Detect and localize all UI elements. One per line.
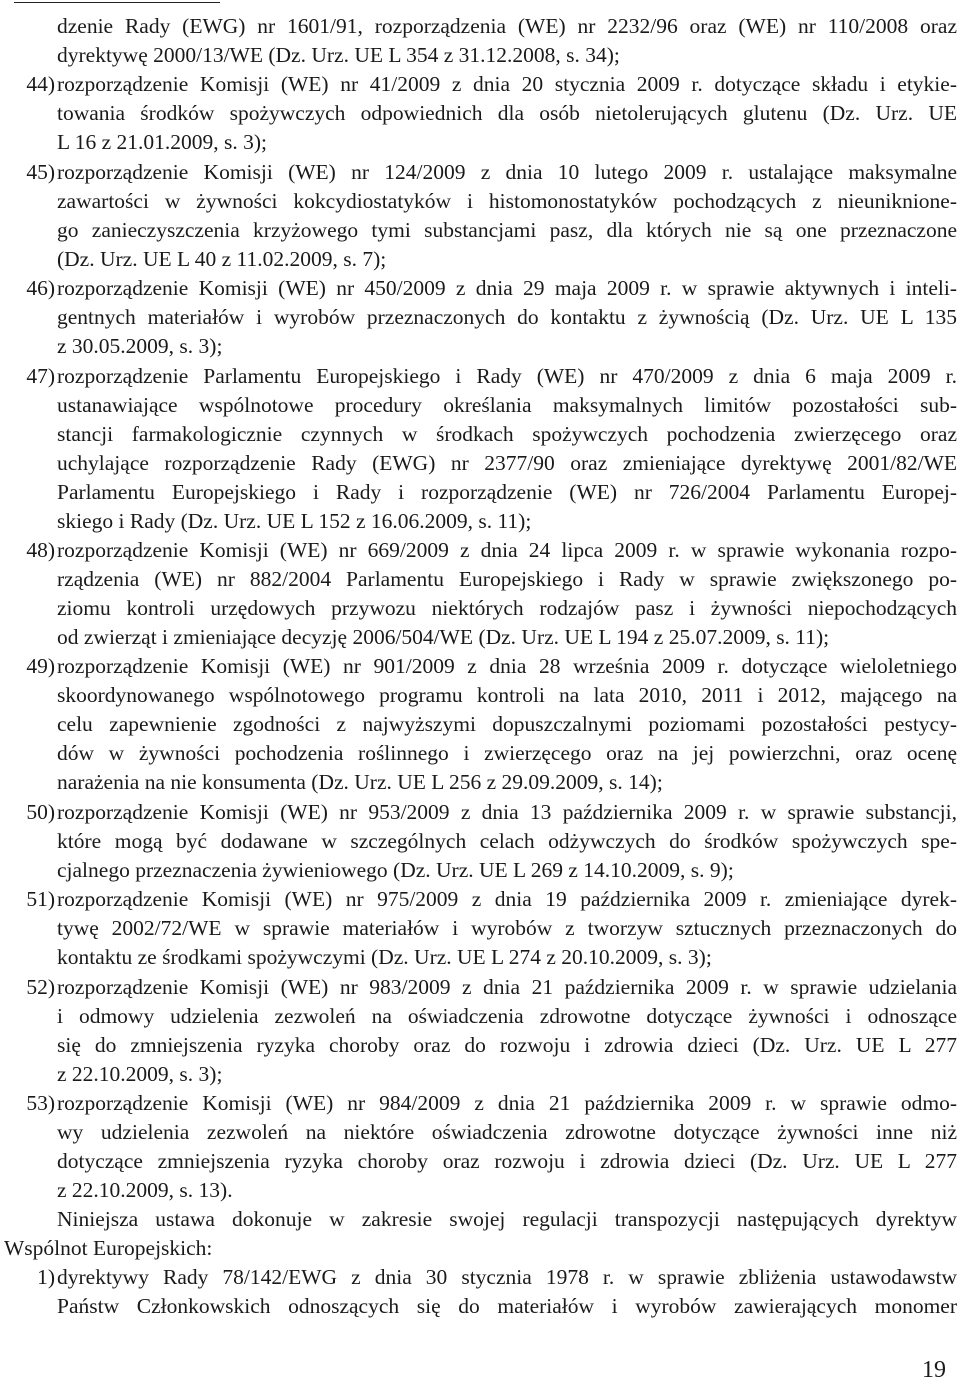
list-item-text-line: rozporządzenie Komisji (WE) nr 669/2009 z dnia 24 lipca 2009 r. w sprawie wykonania rozpo- — [57, 538, 957, 562]
page-number: 19 — [922, 1357, 946, 1383]
list-item-text-line: cjalnego przeznaczenia żywieniowego (Dz. Urz. UE L 269 z 14.10.2009, s. 9); — [57, 857, 734, 882]
list-item-text-line: z 22.10.2009, s. 3); — [57, 1061, 223, 1086]
list-item-number: 51) — [26, 887, 55, 912]
directive-item-text-line: dyrektywy Rady 78/142/EWG z dnia 30 stycznia 1978 r. w sprawie zbliżenia ustawodawstw — [57, 1265, 957, 1289]
list-item-text-line: kontaktu ze środkami spożywczymi (Dz. Urz. UE L 274 z 20.10.2009, s. 3); — [57, 945, 712, 970]
list-item-text-line: rozporządzenie Komisji (WE) nr 450/2009 z dnia 29 maja 2009 r. w sprawie aktywnych i inteli- — [57, 276, 957, 301]
list-item-number: 47) — [26, 363, 55, 388]
directive-item-text-line: Państw Członkowskich odnoszących się do materiałów i wyrobów zawierających monomer — [57, 1294, 957, 1318]
list-item-text-line: z 30.05.2009, s. 3); — [57, 334, 223, 359]
list-item-text-line: dotyczące zmniejszenia ryzyka choroby oraz rozwoju i zdrowia dzieci (Dz. Urz. UE L 277 — [57, 1149, 957, 1173]
list-item-text-line: gentnych materiałów i wyrobów przeznaczonych do kontaktu z żywnością (Dz. Urz. UE L 135 — [57, 305, 957, 330]
list-item-number: 44) — [26, 72, 55, 97]
list-item-text-line: go zanieczyszczenia krzyżowego tymi substancjami pasz, dla których nie są one przeznaczone — [57, 217, 957, 242]
list-item-text-line: dów w żywności pochodzenia roślinnego i zwierzęcego oraz na jej powierzchni, oraz ocenę — [57, 741, 957, 766]
list-item-number: 50) — [26, 799, 55, 824]
footnote-continuation-line: dzenie Rady (EWG) nr 1601/91, rozporządzenia (WE) nr 2232/96 oraz (WE) nr 110/2008 oraz — [57, 14, 957, 38]
list-item-text-line: rządzenia (WE) nr 882/2004 Parlamentu Europejskiego i Rady w sprawie zwiększonego po- — [57, 567, 957, 591]
list-item-text-line: towania środków spożywczych odpowiednich dla osób nietolerujących glutenu (Dz. Urz. UE — [57, 101, 957, 126]
footnote-separator-rule — [14, 2, 220, 3]
list-item-text-line: zawartości w żywności kokcydiostatyków i histomonostatyków pochodzących z nieuniknione- — [57, 188, 957, 213]
list-item-text-line: które mogą być dodawane w szczególnych celach odżywczych do środków spożywczych spe- — [57, 828, 957, 853]
paragraph-line: Niniejsza ustawa dokonuje w zakresie swojej regulacji transpozycji następujących dyrektyw — [57, 1207, 957, 1231]
list-item-number: 46) — [26, 276, 55, 301]
list-item-text-line: rozporządzenie Komisji (WE) nr 983/2009 z dnia 21 października 2009 r. w sprawie udzielania — [57, 974, 957, 999]
list-item-text-line: rozporządzenie Komisji (WE) nr 975/2009 z dnia 19 października 2009 r. zmieniające dyrek- — [57, 887, 957, 912]
list-item-text-line: Parlamentu Europejskiego i Rady i rozporządzenie (WE) nr 726/2004 Parlamentu Europej- — [57, 479, 957, 504]
list-item-number: 49) — [26, 654, 55, 679]
list-item-text-line: rozporządzenie Komisji (WE) nr 953/2009 z dnia 13 października 2009 r. w sprawie substancji, — [57, 799, 957, 824]
list-item-text-line: i odmowy udzielenia zezwoleń na oświadczenia zdrowotne dotyczące żywności i odnoszące — [57, 1003, 957, 1028]
list-item-text-line: stancji farmakologicznie czynnych w środkach spożywczych pochodzenia zwierzęcego oraz — [57, 421, 957, 446]
list-item-number: 48) — [26, 538, 55, 562]
list-item-text-line: narażenia na nie konsumenta (Dz. Urz. UE L 256 z 29.09.2009, s. 14); — [57, 770, 663, 795]
list-item-text-line: rozporządzenie Komisji (WE) nr 124/2009 z dnia 10 lutego 2009 r. ustalające maksymalne — [57, 159, 957, 184]
footnote-continuation-line: dyrektywę 2000/13/WE (Dz. Urz. UE L 354 z 31.12.2008, s. 34); — [57, 43, 620, 67]
list-item-text-line: (Dz. Urz. UE L 40 z 11.02.2009, s. 7); — [57, 246, 387, 271]
list-item-number: 52) — [26, 974, 55, 999]
directive-item-number: 1) — [37, 1265, 55, 1289]
list-item-text-line: L 16 z 21.01.2009, s. 3); — [57, 130, 268, 155]
list-item-text-line: ziomu kontroli urzędowych przywozu niektórych rodzajów pasz i żywności niepochodzących — [57, 596, 957, 620]
list-item-text-line: celu zapewnienie zgodności z najwyższymi dopuszczalnymi poziomami pozostałości pestycy- — [57, 712, 957, 737]
list-item-text-line: wy udzielenia zezwoleń na niektóre oświadczenia zdrowotne dotyczące żywności inne niż — [57, 1120, 957, 1144]
list-item-text-line: skiego i Rady (Dz. Urz. UE L 152 z 16.06.2009, s. 11); — [57, 508, 532, 533]
list-item-text-line: tywę 2002/72/WE w sprawie materiałów i wyrobów z tworzyw sztucznych przeznaczonych do — [57, 916, 957, 941]
list-item-text-line: uchylające rozporządzenie Rady (EWG) nr 2377/90 oraz zmieniające dyrektywę 2001/82/WE — [57, 450, 957, 475]
list-item-text-line: od zwierząt i zmieniające decyzję 2006/504/WE (Dz. Urz. UE L 194 z 25.07.2009, s. 11); — [57, 625, 830, 649]
list-item-text-line: z 22.10.2009, s. 13). — [57, 1178, 233, 1202]
list-item-text-line: się do zmniejszenia ryzyka choroby oraz do rozwoju i zdrowia dzieci (Dz. Urz. UE L 277 — [57, 1032, 957, 1057]
paragraph-line: Wspólnot Europejskich: — [4, 1236, 213, 1260]
list-item-text-line: ustanawiające wspólnotowe procedury określania maksymalnych limitów pozostałości sub- — [57, 392, 957, 417]
list-item-text-line: rozporządzenie Komisji (WE) nr 901/2009 z dnia 28 września 2009 r. dotyczące wieloletniego — [57, 654, 957, 679]
list-item-text-line: rozporządzenie Parlamentu Europejskiego i Rady (WE) nr 470/2009 z dnia 6 maja 2009 r. — [57, 363, 957, 388]
list-item-number: 45) — [26, 159, 55, 184]
list-item-text-line: rozporządzenie Komisji (WE) nr 41/2009 z dnia 20 stycznia 2009 r. dotyczące składu i etykie- — [57, 72, 957, 97]
list-item-text-line: skoordynowanego wspólnotowego programu kontroli na lata 2010, 2011 i 2012, mającego na — [57, 683, 957, 708]
list-item-text-line: rozporządzenie Komisji (WE) nr 984/2009 z dnia 21 października 2009 r. w sprawie odmo- — [57, 1091, 957, 1115]
list-item-number: 53) — [26, 1091, 55, 1115]
